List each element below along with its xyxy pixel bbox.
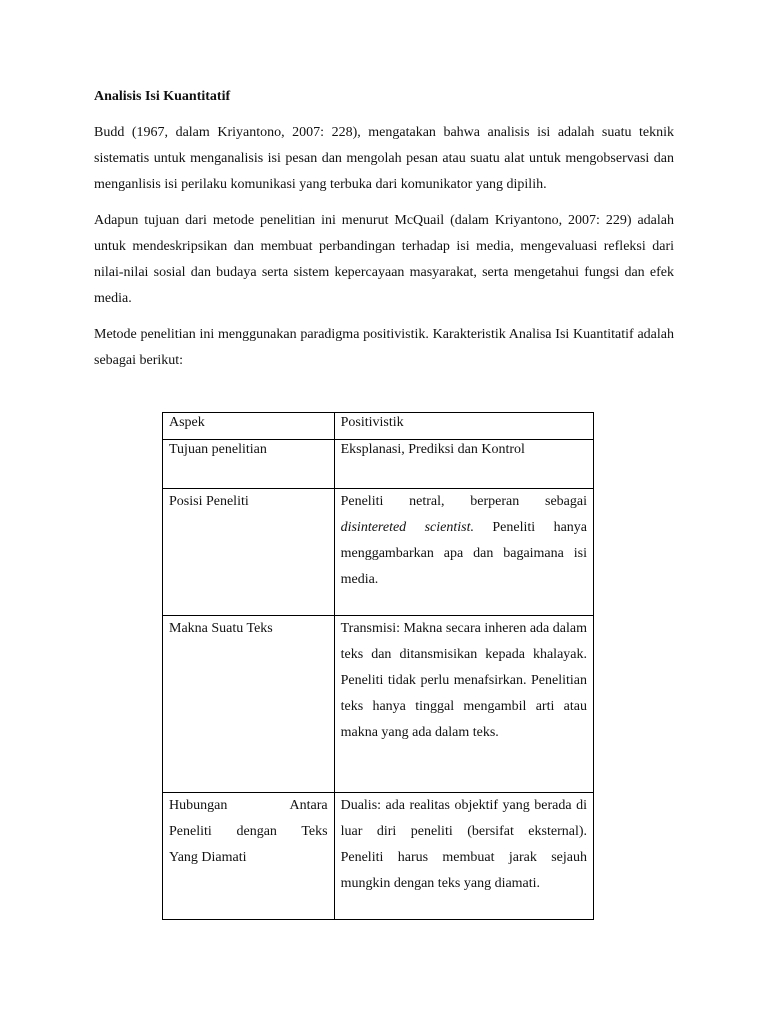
table-cell-positivistik — [334, 489, 593, 616]
table-row — [163, 616, 594, 793]
paragraph-method: Metode penelitian ini menggunakan paradigma positivistik. Karakteristik Analisa Isi Kuantitatif adalah sebagai berikut: — [94, 327, 674, 368]
cell-text-line: Peneliti dengan Teks — [169, 824, 328, 839]
table-cell-positivistik: Eksplanasi, Prediksi dan Kontrol — [334, 440, 593, 489]
table-row — [163, 489, 594, 616]
document-page — [94, 84, 674, 384]
paragraph-definition: Budd (1967, dalam Kriyantono, 2007: 228), mengatakan bahwa analisis isi adalah suatu teknik sistematis untuk menganalisis isi pesan dan mengolah pesan atau suatu alat untuk mengobservasi dan menganlisis isi perilaku komunikasi yang terbuka dari komunikator yang dipilih. — [94, 125, 674, 192]
table-cell-aspek: Tujuan penelitian — [163, 440, 335, 489]
table-row — [163, 793, 594, 920]
table-cell-aspek — [163, 793, 335, 920]
characteristics-table — [162, 412, 594, 920]
cell-text-emphasis: disintereted scientist. — [340, 520, 474, 535]
paragraph-purpose: Adapun tujuan dari metode penelitian ini menurut McQuail (dalam Kriyantono, 2007: 229) adalah untuk mendeskripsikan dan membuat perbandingan terhadap isi media, mengevaluasi refleksi dari nilai-nilai sosial dan budaya serta sistem kepercayaan masyarakat, serta mengetahui fungsi dan efek media. — [94, 213, 674, 306]
cell-text-line: Yang Diamati — [169, 850, 247, 865]
cell-text-post: Peneliti hanya menggambarkan apa dan bagaimana isi media. — [340, 520, 587, 587]
table-row — [163, 440, 594, 489]
table-cell-aspek: Makna Suatu Teks — [163, 616, 335, 793]
table-header-row — [163, 413, 594, 440]
table-cell-aspek: Posisi Peneliti — [163, 489, 335, 616]
table-cell-positivistik: Transmisi: Makna secara inheren ada dalam teks dan ditansmisikan kepada khalayak. Peneliti tidak perlu menafsirkan. Penelitian teks hanya tinggal mengambil arti atau makna yang ada dalam teks. — [334, 616, 593, 793]
document-heading: Analisis Isi Kuantitatif — [94, 89, 231, 104]
table-header-aspek: Aspek — [163, 413, 335, 440]
table-header-positivistik: Positivistik — [334, 413, 593, 440]
cell-text-pre: Peneliti netral, berperan sebagai — [340, 494, 587, 509]
cell-text-line: Hubungan Antara — [169, 798, 328, 813]
table-cell-positivistik: Dualis: ada realitas objektif yang berada di luar diri peneliti (bersifat eksternal). Peneliti harus membuat jarak sejauh mungkin dengan teks yang diamati. — [334, 793, 593, 920]
